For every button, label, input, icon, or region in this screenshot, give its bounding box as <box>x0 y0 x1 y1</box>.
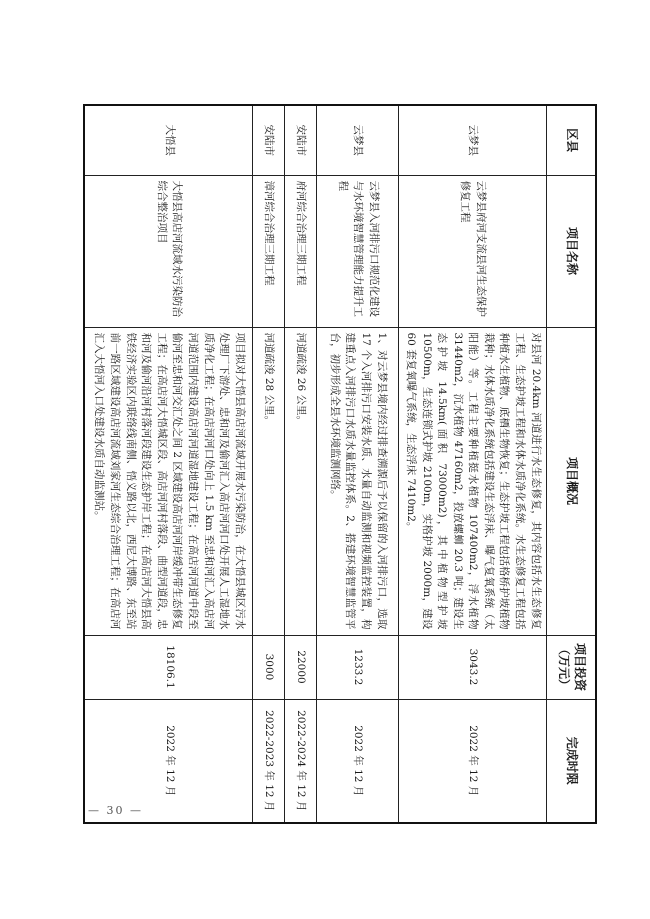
cell-overview: 河道疏浚 26 公里。 <box>285 327 317 635</box>
cell-overview: 项目拟对大悟县高店河流域开展水污染防治，在大悟县城区污水处理厂下游处、忠和河及偷河汇入高店河河口处开展人工湿地水质净化工程；在高店河河口处向上 1.5 km 至忠和河汇入高店河河道范围内建设高店河河道湿地建设工程；在高店河河道中段至偷河至忠和河交汇处之间 2 区域建设高店河河岸缓冲带生态修复工程；在高店河大悟城区段、高店河河村落段、曲型河道段，忠和河及偷河沿河村落河段建设生态护岸工程；在高店河大悟县高铁经济实验区内联络线南侧、悟义路以北，西尼大博路、东至站前一路区域建设高店河流域刘家河生态综合治理工程；在高店河汇入大悟河入口处建设水质自动监测站。 <box>85 327 253 635</box>
cell-investment: 18106.1 <box>85 635 253 699</box>
header-investment: 项目投资（万元） <box>547 635 597 699</box>
cell-district: 安陆市 <box>253 105 285 175</box>
cell-district: 云梦县 <box>317 105 399 175</box>
cell-project-name: 大悟县高店河流域水污染防治综合整治项目 <box>85 175 253 327</box>
cell-district: 大悟县 <box>85 105 253 175</box>
cell-project-name: 府河综合治理三期工程 <box>285 175 317 327</box>
project-table <box>84 104 598 824</box>
cell-deadline: 2022 年 12 月 <box>317 699 399 823</box>
cell-investment: 1233.2 <box>317 635 399 699</box>
cell-project-name: 漳河综合治理三期工程 <box>253 175 285 327</box>
table-row <box>399 105 547 823</box>
cell-project-name: 云梦县府河支流县河生态保护修复工程 <box>399 175 547 327</box>
table-row <box>317 105 399 823</box>
cell-deadline: 2022-2023 年 12 月 <box>253 699 285 823</box>
cell-overview: 1、对云梦县境内经过排查溯源后予以保留的入河排污口，选取 17 个入河排污口安装水质、水量自动监测和视频监控装置，构建重点入河排污口水质水量监控体系。2、搭建环境智慧监管平台，初步形成全县水环境监测网络。 <box>317 327 399 635</box>
table-row <box>85 105 253 823</box>
page-number: — 30 — <box>88 804 143 817</box>
cell-overview: 对县河 20.4km 河道进行水生态修复，其内容包括水生态修复工程、生态护坡工程和水体水质净化系统。水生态修复工程包括种植水生植物、底栖生物恢复；生态护坡工程包括格桥护坡植物栽种；水体水质净化系统包括建设生态浮床、曝气复氧系统（太阳能）等。工程主要种植挺水植物 107400m2，浮水植物 31440m2，沉水植物 47160m2，投放螺蛳 20.3 吨；建设生态护坡 14.5km(面积 73000m2)，其中植物型护坡 10500m，生态连锁式护坡 2100m，实格护坡 2000m，建设 60 套复氧曝气系统，生态浮床 7410m2。 <box>399 327 547 635</box>
cell-investment: 3000 <box>253 635 285 699</box>
cell-deadline: 2022 年 12 月 <box>399 699 547 823</box>
cell-deadline: 2022 年 12 月 <box>85 699 253 823</box>
header-overview: 项目概况 <box>547 327 597 635</box>
header-project-name: 项目名称 <box>547 175 597 327</box>
cell-project-name: 云梦县入河排污口规范化建设与水环境智慧管理能力提升工程 <box>317 175 399 327</box>
cell-overview: 河道疏浚 28 公里。 <box>253 327 285 635</box>
project-table-rotated <box>92 104 597 822</box>
cell-district: 安陆市 <box>285 105 317 175</box>
table-header-row <box>547 105 597 823</box>
cell-investment: 22000 <box>285 635 317 699</box>
table-row <box>253 105 285 823</box>
table-row <box>285 105 317 823</box>
header-district: 区县 <box>547 105 597 175</box>
header-deadline: 完成时限 <box>547 699 597 823</box>
cell-investment: 3043.2 <box>399 635 547 699</box>
cell-deadline: 2022-2024 年 12 月 <box>285 699 317 823</box>
cell-district: 云梦县 <box>399 105 547 175</box>
